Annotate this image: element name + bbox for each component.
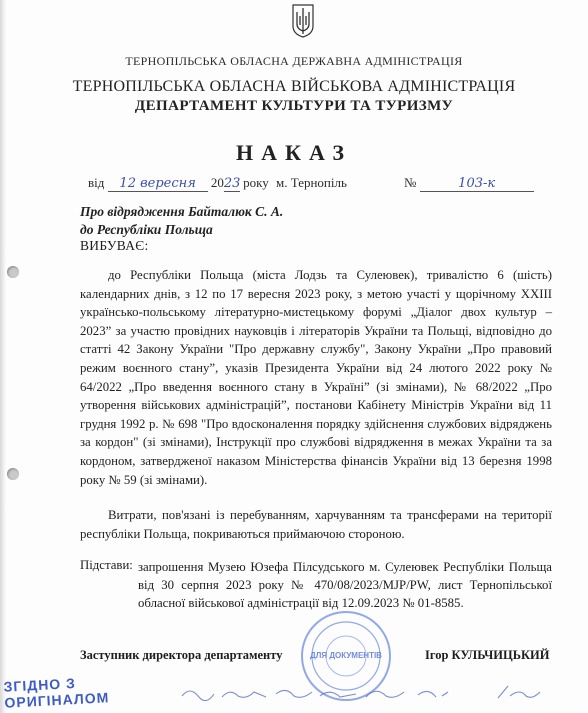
punch-hole-bottom xyxy=(7,468,19,480)
expenses-paragraph: Витрати, пов'язані із перебуванням, харчуванням та трансферами на території республіки Польща, покриваються приймаючою стороною. xyxy=(80,508,552,541)
punch-hole-top xyxy=(7,266,19,278)
date-prefix: від xyxy=(88,175,105,190)
true-copy-stamp xyxy=(3,673,109,710)
place: м. Тернопіль xyxy=(276,175,347,190)
number-prefix: № xyxy=(404,175,417,190)
date-field xyxy=(88,175,347,192)
state-administration-name: ТЕРНОПІЛЬСЬКА ОБЛАСНА ДЕРЖАВНА АДМІНІСТРАЦІЯ xyxy=(125,54,463,68)
seal-text: ДЛЯ ДОКУМЕНТІВ xyxy=(310,651,382,660)
decree-word: ВИБУВАЄ: xyxy=(80,238,149,253)
order-subject xyxy=(80,203,283,239)
military-administration-name: ТЕРНОПІЛЬСЬКА ОБЛАСНА ВІЙСЬКОВА АДМІНІСТРАЦІЯ xyxy=(72,78,516,95)
date-handwritten: 12 вересня xyxy=(108,176,208,192)
order-number-handwritten: 103-к xyxy=(420,176,534,192)
basis-text: запрошення Музею Юзефа Пілсудського м. Сулеювек Республіки Польща від 30 серпня 2023 року № 470/08/2023/MJP/PW, лист Тернопільської обласної військової адміністрації від 12.09.2023 № 01-8585. xyxy=(138,560,552,610)
subject-line-1: Про відрядження Байталюк С. А. xyxy=(80,204,284,219)
order-number-field xyxy=(404,175,534,192)
basis-label: Підстави: xyxy=(80,558,133,572)
year-handwritten: 23 xyxy=(223,176,241,191)
signer-title: Заступник директора департаменту xyxy=(80,648,283,662)
subject-line-2: до Республіки Польща xyxy=(80,222,213,237)
copy-stamp-line-2: ОРИГІНАЛОМ xyxy=(4,689,110,711)
year-suffix: року xyxy=(243,175,269,190)
department-name: ДЕПАРТАМЕНТ КУЛЬТУРИ ТА ТУРИЗМУ xyxy=(134,98,454,114)
handwritten-certification-signature xyxy=(180,682,580,704)
copy-stamp-line-1: ЗГІДНО З xyxy=(3,674,77,695)
main-paragraph: до Республіки Польща (міста Лодзь та Сулеювек), тривалістю 6 (шість) календарних днів, з 12 по 17 вересня 2023 року, з метою участі у щорічному XXIII українсько-польському літературно-мистецькому форумі „Діалог двох культур – 2023” за участю провідних науковців і літераторів України та Польщі, відповідно до статті 42 Закону України "Про державну службу", Закону України „Про правовий режим воєнного стану”, указів Президента України від 24 лютого 2022 року № 64/2022 „Про введення воєнного стану в Україні” (зі змінами), № 68/2022 „Про утворення військових адміністрацій”, постанови Кабінету Міністрів України від 11 грудня 1992 р. № 698 "Про вдосконалення порядку здійснення службових відряджень за кордон" (зі змінами), Інструкції про службові відрядження в межах України та за кордоном, затвердженої наказом Міністерства фінансів України від 13 березня 1998 року № 59 (зі змінами). xyxy=(80,268,552,487)
coat-of-arms-icon xyxy=(292,4,314,38)
year-prefix: 20 xyxy=(210,175,224,190)
signer-name: Ігор КУЛЬЧИЦЬКИЙ xyxy=(425,648,550,662)
document-title: НАКАЗ xyxy=(236,140,352,165)
